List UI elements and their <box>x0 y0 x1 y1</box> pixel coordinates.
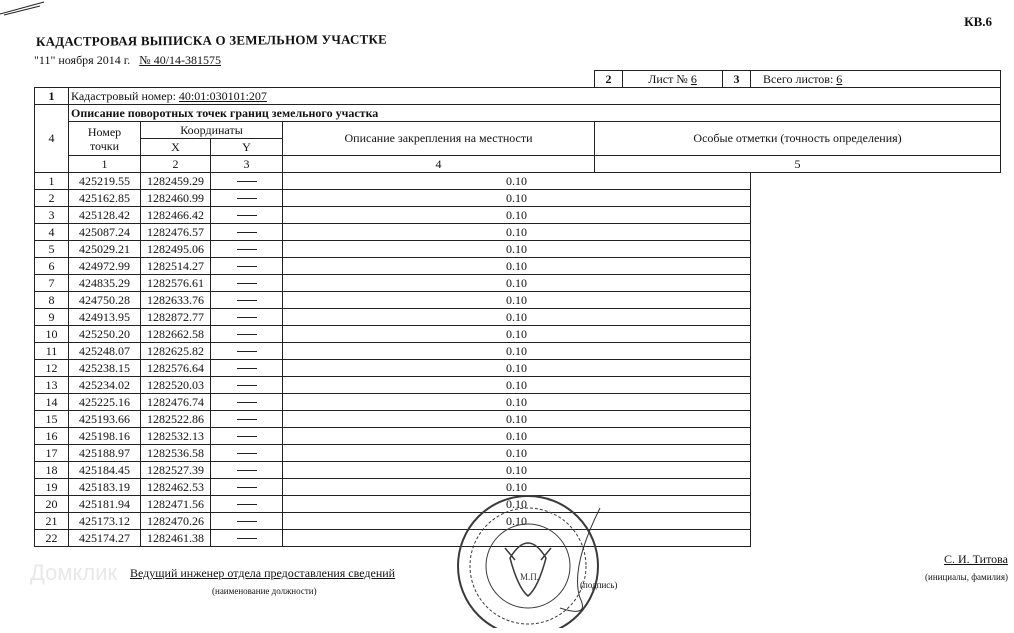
point-number: 10 <box>35 326 69 343</box>
table-row <box>35 207 1001 224</box>
col-num-3: 3 <box>211 156 283 173</box>
point-description <box>211 241 283 258</box>
table-row <box>35 411 1001 428</box>
point-description <box>211 496 283 513</box>
point-y: 1282872.77 <box>141 309 211 326</box>
point-accuracy: 0.10 <box>283 326 751 343</box>
point-x: 424750.28 <box>69 292 141 309</box>
official-stamp <box>450 488 610 628</box>
section-number: 2 <box>595 71 623 88</box>
point-x: 425193.66 <box>69 411 141 428</box>
pen-mark <box>0 0 50 21</box>
point-description <box>211 445 283 462</box>
table-row <box>35 428 1001 445</box>
point-y: 1282633.76 <box>141 292 211 309</box>
point-y: 1282476.57 <box>141 224 211 241</box>
point-accuracy: 0.10 <box>283 496 751 513</box>
point-number: 15 <box>35 411 69 428</box>
dash-mark <box>237 283 257 284</box>
column-number-row <box>35 156 1001 173</box>
point-x: 425181.94 <box>69 496 141 513</box>
point-number: 21 <box>35 513 69 530</box>
point-x: 425029.21 <box>69 241 141 258</box>
point-description <box>211 462 283 479</box>
point-accuracy: 0.10 <box>283 173 751 190</box>
dash-mark <box>237 351 257 352</box>
dash-mark <box>237 487 257 488</box>
sheet-header-row <box>35 71 1001 88</box>
table-row <box>35 445 1001 462</box>
dash-mark <box>237 368 257 369</box>
sheet-number: Лист № 6 <box>623 71 723 88</box>
dash-mark <box>237 317 257 318</box>
point-x: 425087.24 <box>69 224 141 241</box>
dash-mark <box>237 419 257 420</box>
point-y: 1282462.53 <box>141 479 211 496</box>
point-number: 13 <box>35 377 69 394</box>
total-sheets: Всего листов: 6 <box>751 71 1001 88</box>
point-description <box>211 360 283 377</box>
col-notes-header: Особые отметки (точность определения) <box>595 122 1001 156</box>
point-y: 1282461.38 <box>141 530 211 547</box>
watermark: Домклик <box>30 560 118 585</box>
dash-mark <box>237 300 257 301</box>
col-coordinates-header: Координаты <box>141 122 283 139</box>
col-description-header: Описание закрепления на местности <box>283 122 595 156</box>
signer-name: С. И. Титова <box>943 552 1008 566</box>
col-num-2: 2 <box>141 156 211 173</box>
point-x: 425184.45 <box>69 462 141 479</box>
table-row <box>35 377 1001 394</box>
point-x: 425188.97 <box>69 445 141 462</box>
col-num-5: 5 <box>595 156 1001 173</box>
point-y: 1282476.74 <box>141 394 211 411</box>
dash-mark <box>237 266 257 267</box>
cadastral-number: Кадастровый номер: 40:01:030101:207 <box>69 88 1001 105</box>
dash-mark <box>237 181 257 182</box>
point-y: 1282471.56 <box>141 496 211 513</box>
dash-mark <box>237 334 257 335</box>
point-accuracy: 0.10 <box>283 258 751 275</box>
point-x: 425173.12 <box>69 513 141 530</box>
dash-mark <box>237 436 257 437</box>
cadastral-row-number: 1 <box>35 88 69 105</box>
dash-mark <box>237 385 257 386</box>
table-row <box>35 173 1001 190</box>
point-y: 1282532.13 <box>141 428 211 445</box>
point-y: 1282466.42 <box>141 207 211 224</box>
dash-mark <box>237 249 257 250</box>
point-description <box>211 326 283 343</box>
table-row <box>35 309 1001 326</box>
point-accuracy: 0.10 <box>283 513 751 530</box>
col-num-1: 1 <box>69 156 141 173</box>
point-x: 425183.19 <box>69 479 141 496</box>
point-y: 1282527.39 <box>141 462 211 479</box>
point-x: 425162.85 <box>69 190 141 207</box>
document-number: № 40/14-381575 <box>139 53 222 67</box>
point-accuracy: 0.10 <box>283 207 751 224</box>
point-x: 425128.42 <box>69 207 141 224</box>
section-title: Описание поворотных точек границ земельного участка <box>69 105 1001 122</box>
point-x: 425234.02 <box>69 377 141 394</box>
point-description <box>211 530 283 547</box>
point-y: 1282536.58 <box>141 445 211 462</box>
table-row <box>35 275 1001 292</box>
point-description <box>211 428 283 445</box>
signer-position: Ведущий инженер отдела предоставления сведений <box>130 566 396 580</box>
point-description <box>211 275 283 292</box>
point-number: 19 <box>35 479 69 496</box>
point-number: 4 <box>35 224 69 241</box>
table-row <box>35 394 1001 411</box>
dash-mark <box>237 232 257 233</box>
point-number: 17 <box>35 445 69 462</box>
table-row <box>35 462 1001 479</box>
point-accuracy: 0.10 <box>283 275 751 292</box>
point-y: 1282625.82 <box>141 343 211 360</box>
section-number-4: 4 <box>35 105 69 173</box>
point-description <box>211 377 283 394</box>
dash-mark <box>237 470 257 471</box>
point-y: 1282470.26 <box>141 513 211 530</box>
point-x: 424913.95 <box>69 309 141 326</box>
col-num-4: 4 <box>283 156 595 173</box>
point-description <box>211 224 283 241</box>
point-description <box>211 394 283 411</box>
col-y-header: Y <box>211 139 283 156</box>
form-code: КВ.6 <box>964 14 992 29</box>
point-number: 22 <box>35 530 69 547</box>
point-accuracy: 0.10 <box>283 479 751 496</box>
point-x: 424972.99 <box>69 258 141 275</box>
section-title-row <box>35 105 1001 122</box>
dash-mark <box>237 538 257 539</box>
point-description <box>211 513 283 530</box>
point-accuracy: 0.10 <box>283 224 751 241</box>
point-number: 2 <box>35 190 69 207</box>
table-row <box>35 224 1001 241</box>
point-y: 1282495.06 <box>141 241 211 258</box>
point-number: 18 <box>35 462 69 479</box>
table-row <box>35 360 1001 377</box>
point-x: 425248.07 <box>69 343 141 360</box>
point-accuracy: 0.10 <box>283 309 751 326</box>
point-number: 14 <box>35 394 69 411</box>
cadastral-row <box>35 88 1001 105</box>
point-y: 1282460.99 <box>141 190 211 207</box>
point-y: 1282520.03 <box>141 377 211 394</box>
point-accuracy: 0.10 <box>283 360 751 377</box>
point-number: 8 <box>35 292 69 309</box>
point-x: 425198.16 <box>69 428 141 445</box>
point-y: 1282522.86 <box>141 411 211 428</box>
stamp-label: М.П. <box>520 572 540 582</box>
point-accuracy: 0.10 <box>283 411 751 428</box>
point-description <box>211 479 283 496</box>
table-row <box>35 343 1001 360</box>
point-number: 12 <box>35 360 69 377</box>
point-description <box>211 258 283 275</box>
total-section-number: 3 <box>723 71 751 88</box>
signature-caption: (подпись) <box>580 580 618 590</box>
document-title: КАДАСТРОВАЯ ВЫПИСКА О ЗЕМЕЛЬНОМ УЧАСТКЕ <box>35 31 388 49</box>
point-accuracy: 0.10 <box>283 445 751 462</box>
point-accuracy: 0.10 <box>283 462 751 479</box>
dash-mark <box>237 453 257 454</box>
point-description <box>211 309 283 326</box>
dash-mark <box>237 504 257 505</box>
point-y: 1282576.61 <box>141 275 211 292</box>
point-number: 3 <box>35 207 69 224</box>
point-description <box>211 190 283 207</box>
signer-name-caption: (инициалы, фамилия) <box>925 572 1008 582</box>
point-number: 16 <box>35 428 69 445</box>
point-x: 425250.20 <box>69 326 141 343</box>
point-number: 20 <box>35 496 69 513</box>
point-description <box>211 173 283 190</box>
document-date: "11" ноября 2014 г. <box>34 53 131 67</box>
table-row <box>35 190 1001 207</box>
point-description <box>211 411 283 428</box>
dash-mark <box>237 402 257 403</box>
point-x: 425238.15 <box>69 360 141 377</box>
point-accuracy: 0.10 <box>283 343 751 360</box>
point-x: 424835.29 <box>69 275 141 292</box>
point-number: 11 <box>35 343 69 360</box>
point-accuracy: 0.10 <box>283 394 751 411</box>
table-row <box>35 326 1001 343</box>
point-x: 425219.55 <box>69 173 141 190</box>
point-description <box>211 207 283 224</box>
point-x: 425174.27 <box>69 530 141 547</box>
table-row <box>35 241 1001 258</box>
point-accuracy: 0.10 <box>283 377 751 394</box>
point-accuracy: 0.10 <box>283 241 751 258</box>
point-accuracy: 0.10 <box>283 428 751 445</box>
dash-mark <box>237 198 257 199</box>
point-y: 1282459.29 <box>141 173 211 190</box>
point-description <box>211 343 283 360</box>
dash-mark <box>237 215 257 216</box>
point-number: 5 <box>35 241 69 258</box>
point-y: 1282662.58 <box>141 326 211 343</box>
col-x-header: X <box>141 139 211 156</box>
point-y: 1282576.64 <box>141 360 211 377</box>
point-x: 425225.16 <box>69 394 141 411</box>
point-y: 1282514.27 <box>141 258 211 275</box>
table-row <box>35 292 1001 309</box>
point-accuracy: 0.10 <box>283 190 751 207</box>
point-number: 1 <box>35 173 69 190</box>
col-point-header: Номер точки <box>69 122 141 156</box>
point-accuracy: 0.10 <box>283 292 751 309</box>
point-number: 7 <box>35 275 69 292</box>
table-row <box>35 258 1001 275</box>
point-number: 6 <box>35 258 69 275</box>
cadastral-table <box>34 70 1001 547</box>
point-number: 9 <box>35 309 69 326</box>
date-line <box>34 53 221 68</box>
point-description <box>211 292 283 309</box>
column-header-row <box>35 122 1001 139</box>
signer-position-caption: (наименование должности) <box>212 586 317 596</box>
dash-mark <box>237 521 257 522</box>
